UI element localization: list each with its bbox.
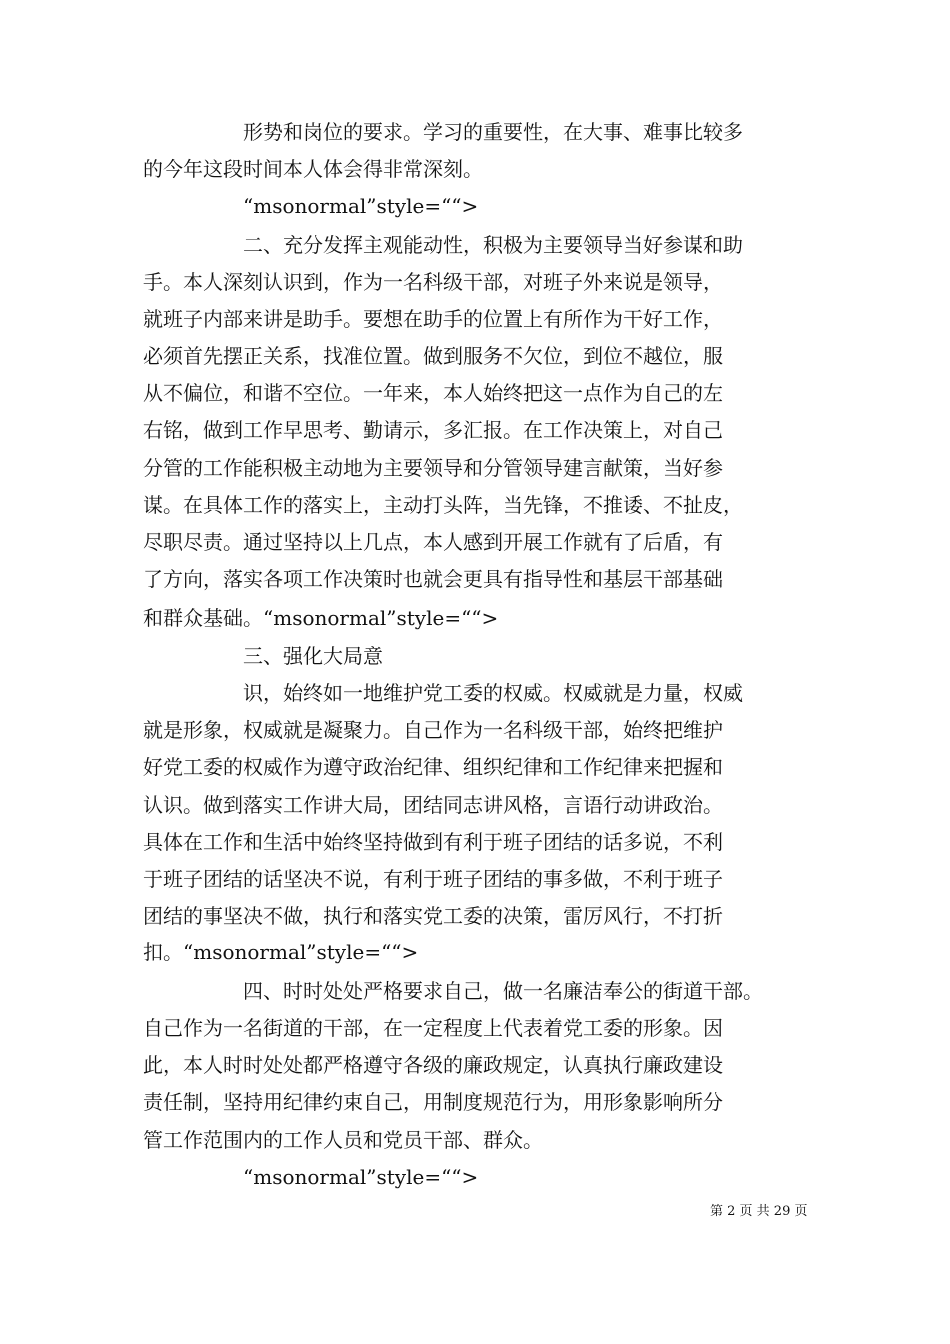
text-line: 于班子团结的话坚决不说，有利于班子团结的事多做，不利于班子 bbox=[143, 867, 723, 891]
text-line: “msonormal”style=““> bbox=[243, 194, 479, 218]
text-line: 了方向，落实各项工作决策时也就会更具有指导性和基层干部基础 bbox=[143, 567, 723, 591]
text-line: 好党工委的权威作为遵守政治纪律、组织纪律和工作纪律来把握和 bbox=[143, 755, 723, 779]
text-line: 从不偏位，和谐不空位。一年来，本人始终把这一点作为自己的左 bbox=[143, 381, 723, 405]
text-line: 就班子内部来讲是助手。要想在助手的位置上有所作为干好工作， bbox=[143, 307, 723, 331]
text-line: 形势和岗位的要求。学习的重要性，在大事、难事比较多 bbox=[243, 120, 743, 144]
text-line: 右铭，做到工作早思考、勤请示，多汇报。在工作决策上，对自己 bbox=[143, 418, 723, 442]
text-line: 此，本人时时处处都严格遵守各级的廉政规定，认真执行廉政建设 bbox=[143, 1053, 723, 1077]
text-line: 扣。“msonormal”style=““> bbox=[143, 940, 419, 964]
text-line: 的今年这段时间本人体会得非常深刻。 bbox=[143, 157, 483, 181]
text-line: 就是形象，权威就是凝聚力。自己作为一名科级干部，始终把维护 bbox=[143, 718, 723, 742]
text-line: 必须首先摆正关系，找准位置。做到服务不欠位，到位不越位，服 bbox=[143, 344, 723, 368]
text-line: 具体在工作和生活中始终坚持做到有利于班子团结的话多说，不利 bbox=[143, 830, 723, 854]
text-line: 识，始终如一地维护党工委的权威。权威就是力量，权威 bbox=[243, 681, 743, 705]
text-line: 三、强化大局意 bbox=[243, 644, 383, 668]
text-line: “msonormal”style=““> bbox=[243, 1165, 479, 1189]
text-line: 尽职尽责。通过坚持以上几点，本人感到开展工作就有了后盾，有 bbox=[143, 530, 723, 554]
text-line: 认识。做到落实工作讲大局，团结同志讲风格，言语行动讲政治。 bbox=[143, 793, 723, 817]
text-line: 分管的工作能积极主动地为主要领导和分管领导建言献策，当好参 bbox=[143, 456, 723, 480]
text-line: 管工作范围内的工作人员和党员干部、群众。 bbox=[143, 1128, 543, 1152]
text-line: 团结的事坚决不做，执行和落实党工委的决策，雷厉风行，不打折 bbox=[143, 904, 723, 928]
text-line: 二、充分发挥主观能动性，积极为主要领导当好参谋和助 bbox=[243, 233, 743, 257]
text-line: 手。本人深刻认识到，作为一名科级干部，对班子外来说是领导， bbox=[143, 270, 723, 294]
text-line: 责任制，坚持用纪律约束自己，用制度规范行为，用形象影响所分 bbox=[143, 1090, 723, 1114]
text-line: 和群众基础。“msonormal”style=““> bbox=[143, 606, 499, 630]
text-line: 自己作为一名街道的干部，在一定程度上代表着党工委的形象。因 bbox=[143, 1016, 723, 1040]
text-line: 四、时时处处严格要求自己，做一名廉洁奉公的街道干部。 bbox=[243, 979, 763, 1003]
page-number: 第 2 页 共 29 页 bbox=[710, 1204, 808, 1219]
text-line: 谋。在具体工作的落实上，主动打头阵，当先锋，不推诿、不扯皮， bbox=[143, 493, 743, 517]
